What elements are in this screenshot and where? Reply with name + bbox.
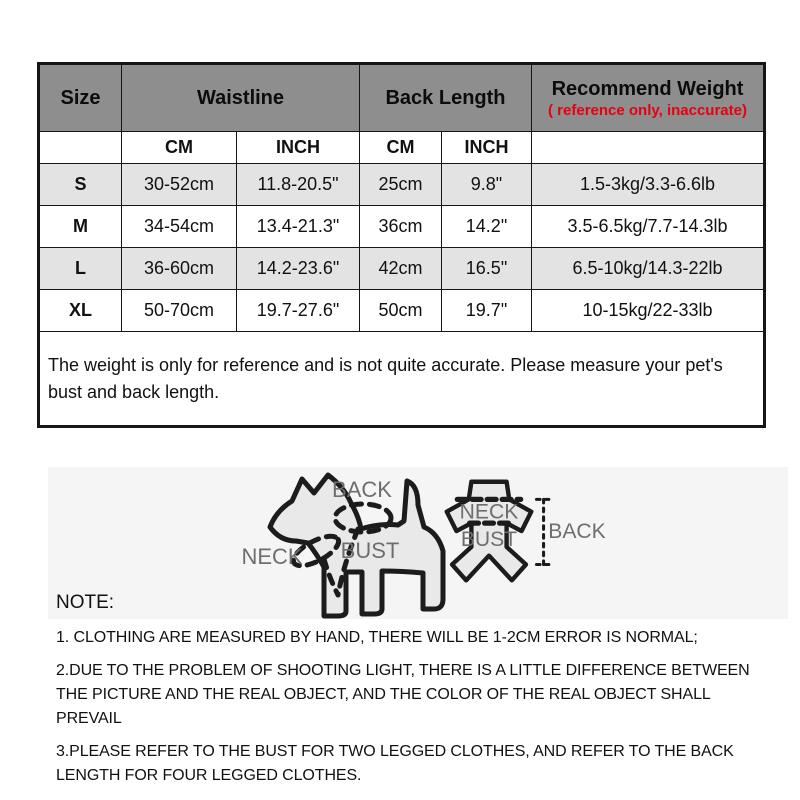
note-item-3: 3.PLEASE REFER TO THE BUST FOR TWO LEGGED CLOTHES, AND REFER TO THE BACK LENGTH FOR FOUR LEGGED CLOTHES. bbox=[56, 743, 734, 784]
dog-neck-label: NECK bbox=[241, 544, 303, 569]
table-row-s bbox=[39, 164, 765, 206]
cell-back-inch: 14.2" bbox=[442, 206, 532, 248]
table-header-row bbox=[39, 64, 765, 132]
size-table bbox=[37, 62, 766, 428]
garment-bust-label: BUST bbox=[460, 528, 518, 551]
subheader-back-cm: CM bbox=[360, 132, 442, 164]
subheader-empty-weight bbox=[532, 132, 765, 164]
cell-weight: 6.5-10kg/14.3-22lb bbox=[532, 248, 765, 290]
measurement-illustration bbox=[48, 467, 788, 619]
cell-waist-cm: 36-60cm bbox=[122, 248, 237, 290]
note-item-2: 2.DUE TO THE PROBLEM OF SHOOTING LIGHT, THERE IS A LITTLE DIFFERENCE BETWEEN THE PICTURE AND THE REAL OBJECT, AND THE COLOR OF THE REAL OBJECT SHALL PREVAIL bbox=[56, 662, 750, 727]
cell-weight: 10-15kg/22-33lb bbox=[532, 290, 765, 332]
table-row-l bbox=[39, 248, 765, 290]
header-waistline: Waistline bbox=[122, 64, 360, 132]
cell-waist-cm: 50-70cm bbox=[122, 290, 237, 332]
cell-waist-cm: 30-52cm bbox=[122, 164, 237, 206]
table-footnote-row bbox=[39, 332, 765, 427]
cell-size: L bbox=[39, 248, 122, 290]
cell-size: M bbox=[39, 206, 122, 248]
dog-bust-label: BUST bbox=[340, 538, 400, 563]
table-subheader-row bbox=[39, 132, 765, 164]
cell-back-cm: 50cm bbox=[360, 290, 442, 332]
cell-size: S bbox=[39, 164, 122, 206]
recommend-weight-subtitle: ( reference only, inaccurate) bbox=[548, 101, 747, 119]
header-recommend-weight bbox=[532, 64, 765, 132]
cell-size: XL bbox=[39, 290, 122, 332]
header-size: Size bbox=[39, 64, 122, 132]
weight-disclaimer-text: The weight is only for reference and is not quite accurate. Please measure your pet's bust and back length. bbox=[39, 332, 765, 427]
subheader-back-inch: INCH bbox=[442, 132, 532, 164]
cell-back-inch: 9.8" bbox=[442, 164, 532, 206]
subheader-empty-size bbox=[39, 132, 122, 164]
cell-back-inch: 16.5" bbox=[442, 248, 532, 290]
cell-back-inch: 19.7" bbox=[442, 290, 532, 332]
cell-waist-inch: 19.7-27.6" bbox=[237, 290, 360, 332]
cell-waist-inch: 13.4-21.3" bbox=[237, 206, 360, 248]
note-item-1: 1. CLOTHING ARE MEASURED BY HAND, THERE WILL BE 1-2CM ERROR IS NORMAL; bbox=[56, 629, 698, 646]
cell-waist-inch: 11.8-20.5" bbox=[237, 164, 360, 206]
table-row-m bbox=[39, 206, 765, 248]
recommend-weight-title: Recommend Weight bbox=[551, 77, 744, 100]
table-row-xl bbox=[39, 290, 765, 332]
cell-waist-inch: 14.2-23.6" bbox=[237, 248, 360, 290]
header-back-length: Back Length bbox=[360, 64, 532, 132]
cell-back-cm: 42cm bbox=[360, 248, 442, 290]
dog-back-label: BACK bbox=[332, 477, 392, 502]
note-title: NOTE: bbox=[56, 592, 115, 613]
notes-list bbox=[56, 626, 760, 797]
cell-weight: 3.5-6.5kg/7.7-14.3lb bbox=[532, 206, 765, 248]
subheader-waist-cm: CM bbox=[122, 132, 237, 164]
cell-back-cm: 36cm bbox=[360, 206, 442, 248]
garment-back-label: BACK bbox=[548, 520, 606, 544]
garment-neck-label: NECK bbox=[459, 500, 519, 524]
cell-back-cm: 25cm bbox=[360, 164, 442, 206]
measurement-diagram bbox=[48, 467, 788, 619]
subheader-waist-inch: INCH bbox=[237, 132, 360, 164]
cell-waist-cm: 34-54cm bbox=[122, 206, 237, 248]
cell-weight: 1.5-3kg/3.3-6.6lb bbox=[532, 164, 765, 206]
